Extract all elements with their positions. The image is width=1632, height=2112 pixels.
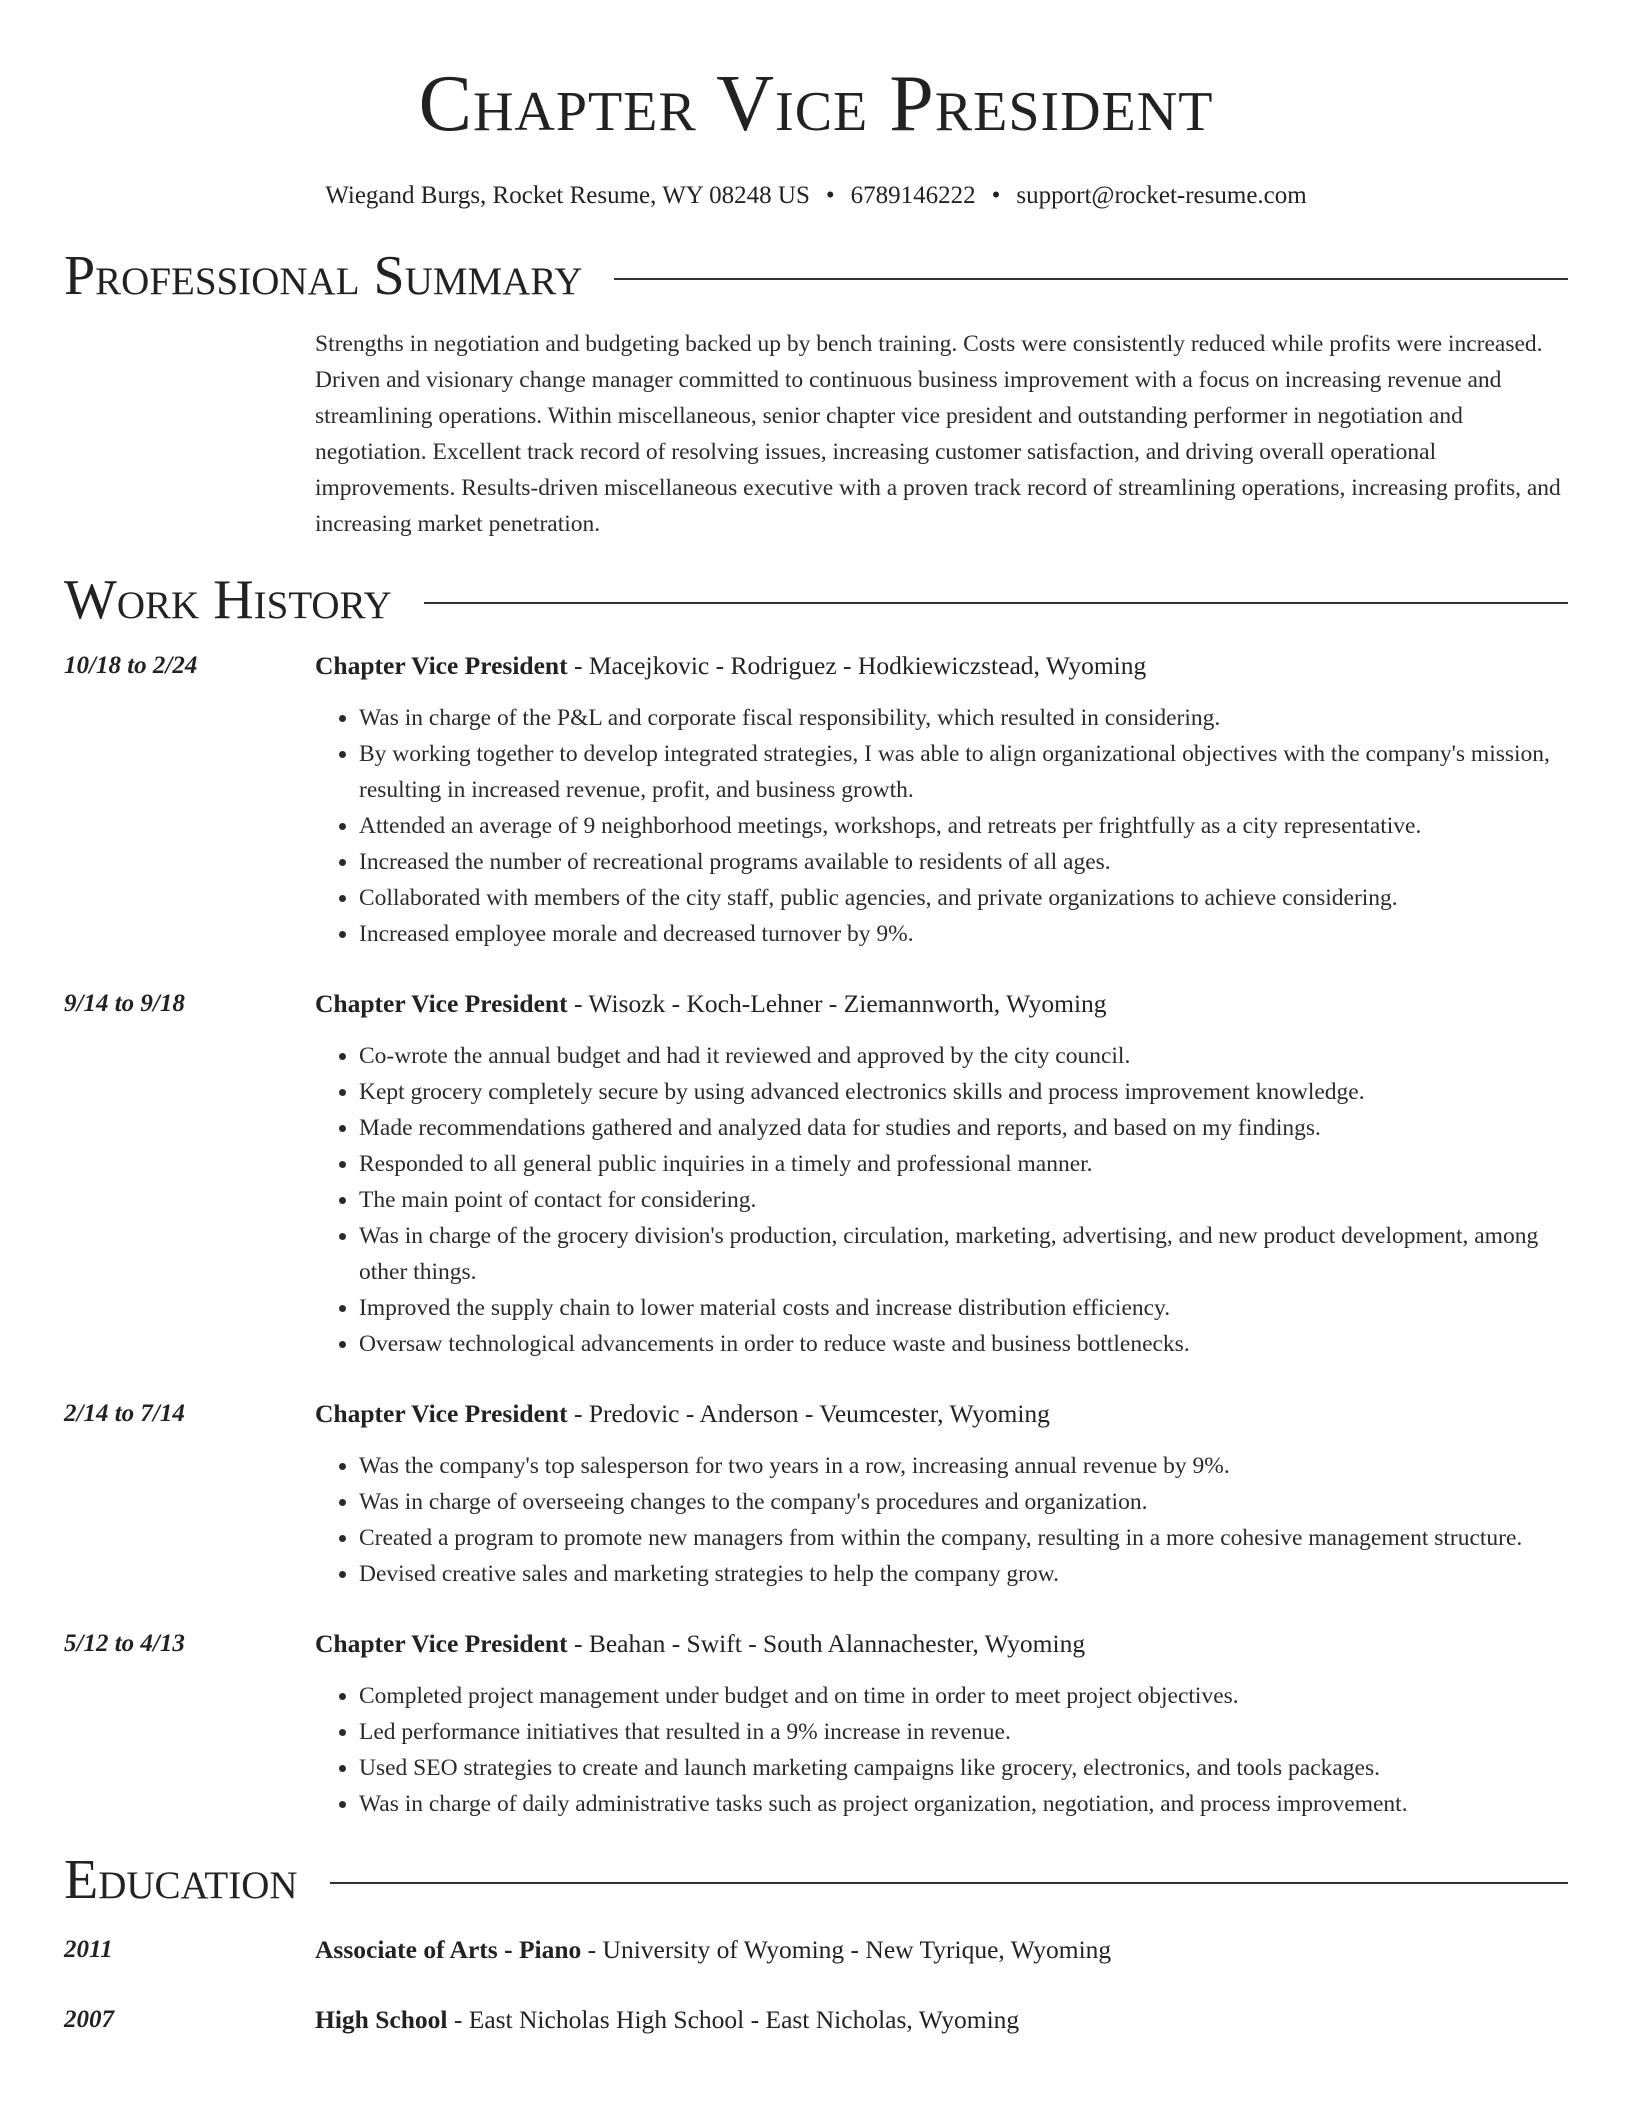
job-bullet-list <box>315 700 1568 952</box>
summary-text: Strengths in negotiation and budgeting backed up by bench training. Costs were consistently reduced while profits were increased. Driven and visionary change manager committed to continuous business improvement with a focus on increasing revenue and streamlining operations. Within miscellaneous, senior chapter vice president and outstanding performer in negotiation and negotiation. Excellent track record of resolving issues, increasing customer satisfaction, and driving overall operational improvements. Results-driven miscellaneous executive with a proven track record of streamlining operations, increasing profits, and increasing market penetration. <box>315 331 1561 537</box>
work-history-list <box>64 648 1568 1822</box>
education-entry-body <box>315 1932 1568 1968</box>
work-title-line <box>315 1396 1568 1432</box>
education-school-location: - East Nicholas High School - East Nicholas, Wyoming <box>447 2005 1020 2034</box>
job-bullet: • Completed project management under budget and on time in order to meet project objectives. <box>359 1678 1568 1714</box>
work-entry <box>64 986 1568 1362</box>
job-employer-location: - Macejkovic - Rodriguez - Hodkiewiczstead, Wyoming <box>567 651 1147 680</box>
education-degree: Associate of Arts - Piano <box>315 1935 582 1964</box>
job-bullet: • Oversaw technological advancements in order to reduce waste and business bottlenecks. <box>359 1326 1568 1362</box>
job-bullet: • Was in charge of the P&L and corporate fiscal responsibility, which resulted in considering. <box>359 700 1568 736</box>
work-title-line <box>315 648 1568 684</box>
work-entry <box>64 648 1568 952</box>
work-title-line <box>315 1626 1568 1662</box>
contact-phone: 6789146222 <box>850 182 976 209</box>
summary-heading: Professional Summary <box>64 245 583 307</box>
work-dates: 10/18 to 2/24 <box>64 652 198 679</box>
contact-line <box>64 182 1568 210</box>
education-year: 2007 <box>64 2006 114 2033</box>
job-bullet: • Increased the number of recreational programs available to residents of all ages. <box>359 844 1568 880</box>
summary-section-header <box>64 245 1568 307</box>
education-list <box>64 1932 1568 2038</box>
section-divider <box>330 1882 1568 1884</box>
job-bullet: • Was in charge of daily administrative tasks such as project organization, negotiation, and process improvement. <box>359 1786 1568 1822</box>
work-title-line <box>315 986 1568 1022</box>
job-employer-location: - Beahan - Swift - South Alannachester, Wyoming <box>567 1629 1086 1658</box>
education-degree: High School <box>315 2005 448 2034</box>
job-bullet: • Collaborated with members of the city staff, public agencies, and private organizations to achieve considering. <box>359 880 1568 916</box>
work-dates: 2/14 to 7/14 <box>64 1400 185 1427</box>
job-title: Chapter Vice President <box>315 989 568 1018</box>
job-bullet: • Devised creative sales and marketing strategies to help the company grow. <box>359 1556 1568 1592</box>
job-bullet: • Kept grocery completely secure by using advanced electronics skills and process improvement knowledge. <box>359 1074 1568 1110</box>
contact-separator: • <box>991 182 1001 209</box>
work-dates: 5/12 to 4/13 <box>64 1630 185 1657</box>
education-section-header <box>64 1849 1568 1911</box>
job-bullet: • Used SEO strategies to create and launch marketing campaigns like grocery, electronics, and tools packages. <box>359 1750 1568 1786</box>
work-entry-body <box>315 648 1568 952</box>
work-entry-body <box>315 1396 1568 1592</box>
contact-email[interactable]: support@rocket-resume.com <box>1016 182 1307 209</box>
candidate-name: Chapter Vice President <box>418 60 1214 148</box>
education-heading: Education <box>64 1849 298 1911</box>
contact-address: Wiegand Burgs, Rocket Resume, WY 08248 US <box>325 182 810 209</box>
job-bullet: • Was the company's top salesperson for two years in a row, increasing annual revenue by 9%. <box>359 1448 1568 1484</box>
job-bullet: • Attended an average of 9 neighborhood meetings, workshops, and retreats per frightfully as a city representative. <box>359 808 1568 844</box>
job-employer-location: - Predovic - Anderson - Veumcester, Wyoming <box>567 1399 1050 1428</box>
job-bullet: • Responded to all general public inquiries in a timely and professional manner. <box>359 1146 1568 1182</box>
education-entry <box>64 1932 1568 1968</box>
job-bullet: • The main point of contact for considering. <box>359 1182 1568 1218</box>
education-entry <box>64 2002 1568 2038</box>
education-year: 2011 <box>64 1936 113 1963</box>
education-title-line <box>315 1932 1568 1968</box>
job-bullet: • Led performance initiatives that resulted in a 9% increase in revenue. <box>359 1714 1568 1750</box>
work-dates: 9/14 to 9/18 <box>64 990 185 1017</box>
job-bullet: • Created a program to promote new managers from within the company, resulting in a more cohesive management structure. <box>359 1520 1568 1556</box>
work-entry <box>64 1626 1568 1822</box>
job-title: Chapter Vice President <box>315 651 568 680</box>
job-bullet: • Made recommendations gathered and analyzed data for studies and reports, and based on my findings. <box>359 1110 1568 1146</box>
job-title: Chapter Vice President <box>315 1399 568 1428</box>
job-bullet-list <box>315 1678 1568 1822</box>
job-bullet-list <box>315 1448 1568 1592</box>
job-bullet: • Co-wrote the annual budget and had it reviewed and approved by the city council. <box>359 1038 1568 1074</box>
work-entry-body <box>315 986 1568 1362</box>
section-divider <box>424 602 1568 604</box>
contact-separator: • <box>825 182 835 209</box>
work-entry <box>64 1396 1568 1592</box>
section-divider <box>614 278 1568 280</box>
education-title-line <box>315 2002 1568 2038</box>
work-section-header <box>64 569 1568 631</box>
job-bullet: • Improved the supply chain to lower material costs and increase distribution efficiency. <box>359 1290 1568 1326</box>
work-entry-body <box>315 1626 1568 1822</box>
job-employer-location: - Wisozk - Koch-Lehner - Ziemannworth, Wyoming <box>567 989 1107 1018</box>
education-school-location: - University of Wyoming - New Tyrique, Wyoming <box>581 1935 1112 1964</box>
job-bullet: • Was in charge of the grocery division's production, circulation, marketing, advertising, and new product development, among other things. <box>359 1218 1568 1290</box>
job-title: Chapter Vice President <box>315 1629 568 1658</box>
work-heading: Work History <box>64 569 392 631</box>
job-bullet: • By working together to develop integrated strategies, I was able to align organizational objectives with the company's mission, resulting in increased revenue, profit, and business growth. <box>359 736 1568 808</box>
job-bullet: • Was in charge of overseeing changes to the company's procedures and organization. <box>359 1484 1568 1520</box>
job-bullet-list <box>315 1038 1568 1362</box>
education-entry-body <box>315 2002 1568 2038</box>
job-bullet: • Increased employee morale and decreased turnover by 9%. <box>359 916 1568 952</box>
